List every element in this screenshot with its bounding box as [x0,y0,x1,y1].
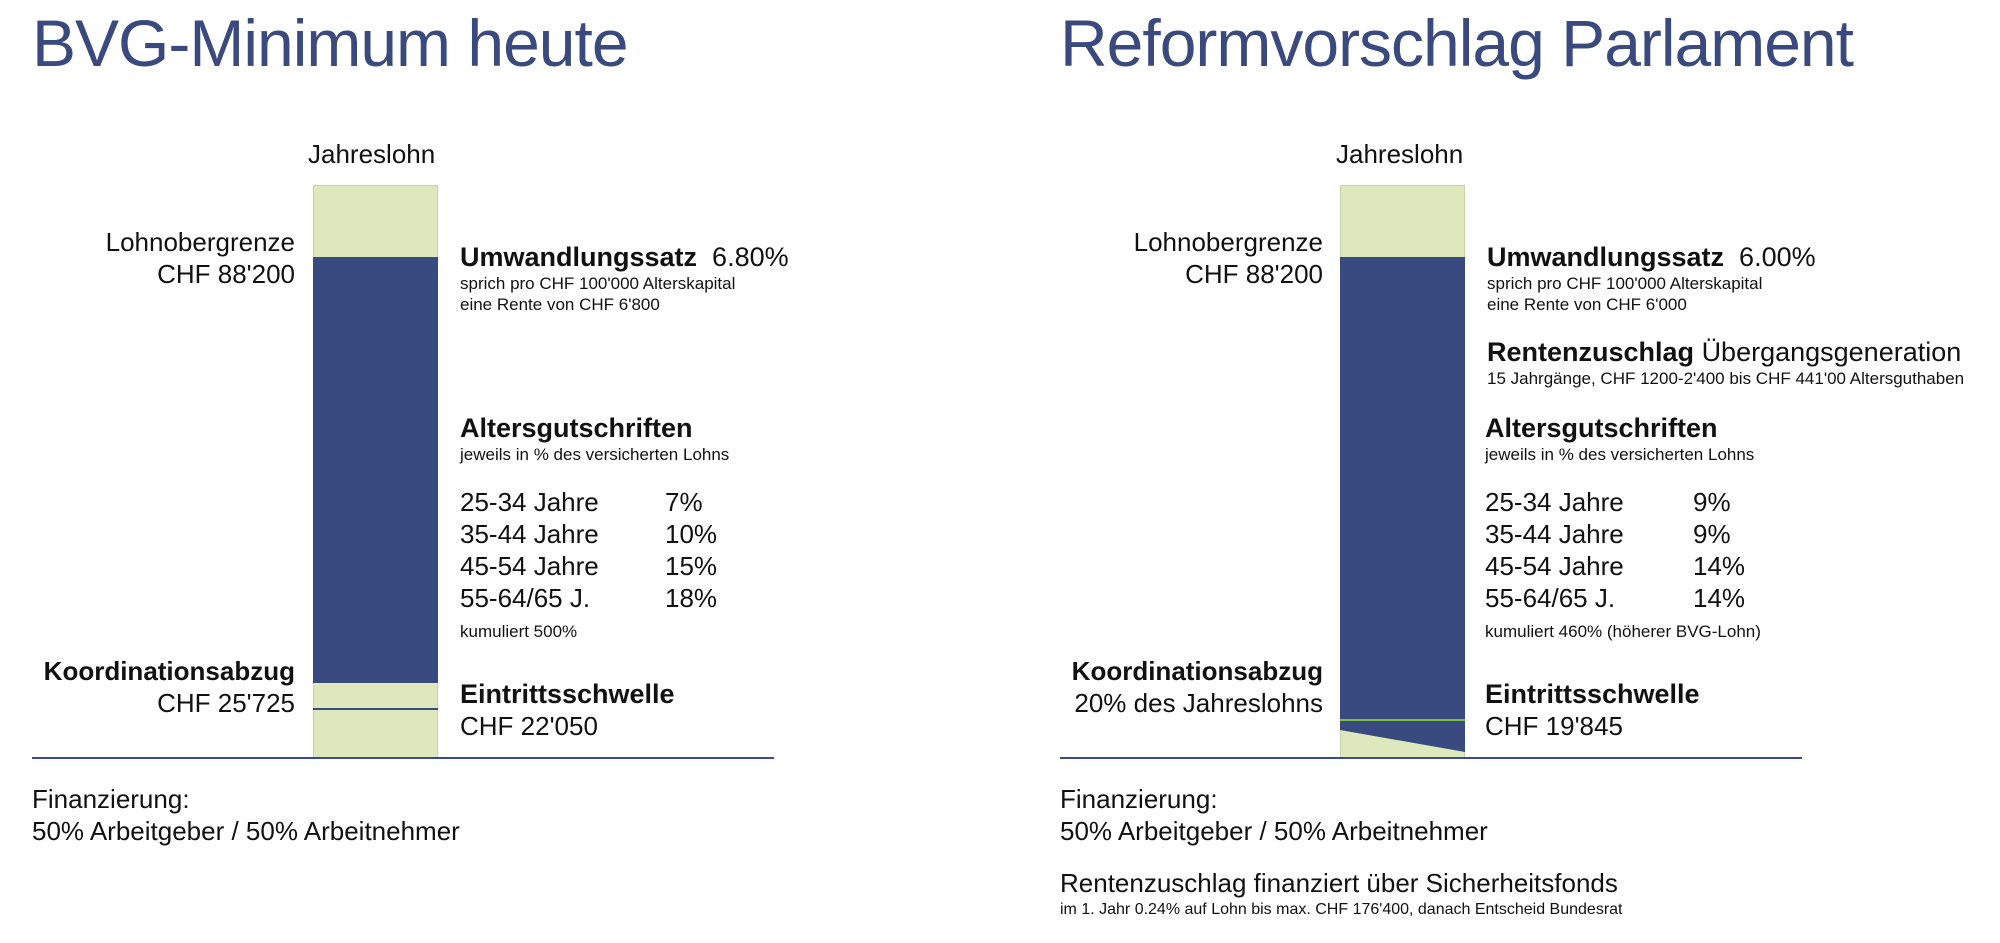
right-coordination-label: Koordinationsabzug [1071,656,1323,686]
right-salary-bar [1340,185,1465,758]
right-baseline [1060,757,1802,759]
left-insured-salary-block [313,257,438,683]
right-threshold-value: CHF 19'845 [1485,711,1623,741]
table-row: 35-44 Jahre 9% [1485,519,1731,549]
left-threshold-value: CHF 22'050 [460,711,598,741]
left-title: BVG-Minimum heute [32,6,628,80]
table-row: 45-54 Jahre 15% [460,551,718,581]
left-baseline [32,757,774,759]
left-coordination-value: CHF 25'725 [157,688,295,718]
right-title: Reformvorschlag Parlament [1060,6,1853,80]
right-column-label: Jahreslohn [1336,139,1464,169]
table-row: 35-44 Jahre 10% [460,519,718,549]
right-insured-salary-block [1340,185,1465,758]
left-financing [32,783,460,847]
table-row: 25-34 Jahre 9% [1485,487,1731,517]
right-credits [1485,412,1754,465]
left-column-label: Jahreslohn [308,139,436,169]
left-threshold-line [313,708,438,710]
left-upper-limit [106,226,295,290]
right-conversion-note2: eine Rente von CHF 6'000 [1487,295,1687,314]
left-financing-value: 50% Arbeitgeber / 50% Arbeitnehmer [32,816,460,846]
right-conversion-label: Umwandlungssatz [1487,242,1725,272]
left-conversion-label: Umwandlungssatz [460,242,698,272]
right-conversion [1487,241,1816,315]
right-supplement-financing [1060,867,1623,920]
left-upper-limit-value: CHF 88'200 [157,259,295,289]
table-row: 55-64/65 J. 18% [460,583,718,613]
right-conversion-value: 6.00% [1739,242,1816,272]
right-supplement-note: 15 Jahrgänge, CHF 1200-2'400 bis CHF 441'00 Altersguthaben [1487,369,1965,388]
left-coordination [44,655,295,719]
right-credits-cumulative: kumuliert 460% (höherer BVG-Lohn) [1485,622,1761,641]
left-credits-cumulative: kumuliert 500% [460,622,578,641]
right-financing-label: Finanzierung: [1060,784,1218,814]
left-threshold-label: Eintrittsschwelle [460,679,675,709]
table-row: 25-34 Jahre 7% [460,487,703,517]
left-credits [460,412,729,465]
right-upper-limit [1134,226,1323,290]
right-upper-limit-value: CHF 88'200 [1185,259,1323,289]
left-conversion-value: 6.80% [712,242,789,272]
left-credits-label: Altersgutschriften [460,413,693,443]
right-threshold-label: Eintrittsschwelle [1485,679,1700,709]
left-threshold [460,678,675,742]
right-supplement-label: Rentenzuschlag [1487,337,1695,367]
left-credits-table [460,486,717,614]
right-credits-note: jeweils in % des versicherten Lohns [1485,445,1755,464]
left-credits-note: jeweils in % des versicherten Lohns [460,445,730,464]
table-row: 55-64/65 J. 14% [1485,583,1746,613]
right-conversion-note1: sprich pro CHF 100'000 Alterskapital [1487,274,1763,293]
right-supplement-financing-note: im 1. Jahr 0.24% auf Lohn bis max. CHF 176'400, danach Entscheid Bundesrat [1060,901,1623,918]
right-financing [1060,783,1488,847]
left-conversion-note1: sprich pro CHF 100'000 Alterskapital [460,274,736,293]
right-upper-limit-label: Lohnobergrenze [1133,227,1323,257]
right-financing-value: 50% Arbeitgeber / 50% Arbeitnehmer [1060,816,1488,846]
left-coordination-label: Koordinationsabzug [43,656,295,686]
left-upper-limit-label: Lohnobergrenze [105,227,295,257]
left-financing-label: Finanzierung: [32,784,190,814]
right-supplement-financing-label: Rentenzuschlag finanziert über Sicherheitsfonds [1060,868,1618,898]
right-coordination-value: 20% des Jahreslohns [1074,688,1323,718]
left-salary-bar [313,185,438,758]
left-conversion [460,241,789,315]
table-row: 45-54 Jahre 14% [1485,551,1746,581]
left-conversion-note2: eine Rente von CHF 6'800 [460,295,660,314]
right-threshold [1485,678,1700,742]
right-supplement-label-rest: Übergangsgeneration [1701,337,1962,367]
right-credits-label: Altersgutschriften [1485,413,1718,443]
right-credits-table [1485,486,1745,614]
right-supplement [1487,336,1964,389]
right-coordination [1072,655,1323,719]
